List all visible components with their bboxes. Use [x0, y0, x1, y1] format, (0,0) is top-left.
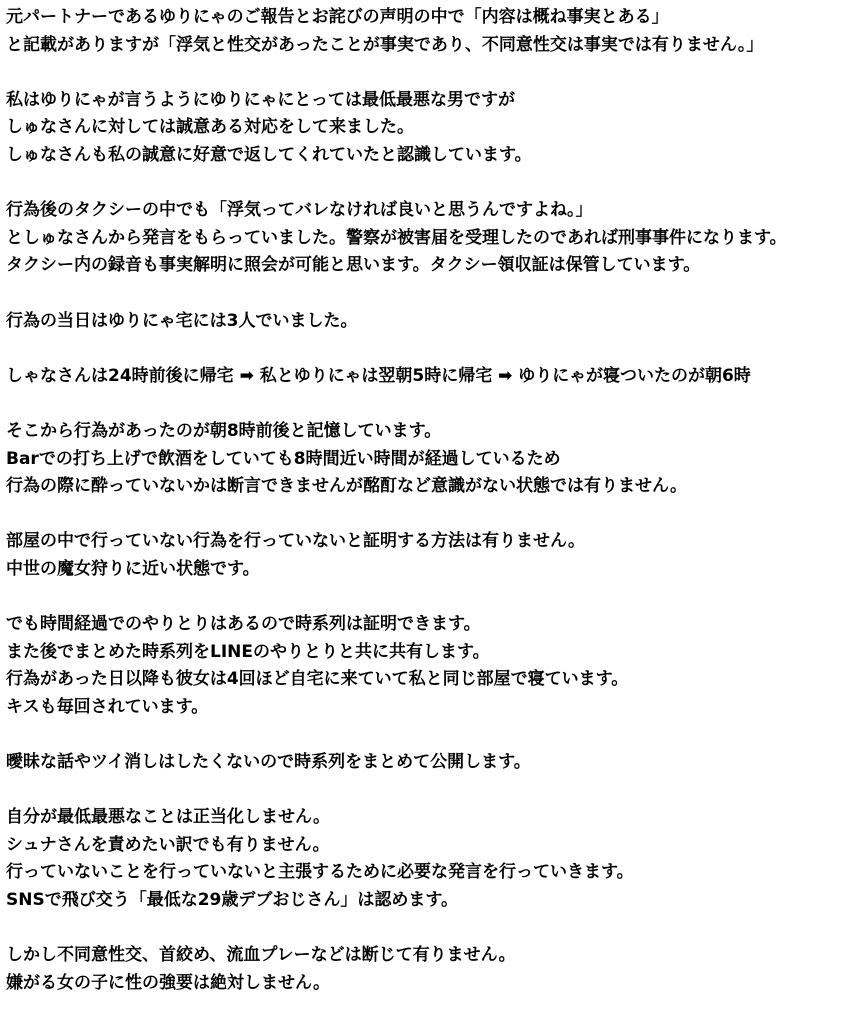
text-line: 行為の当日はゆりにゃ宅には3人でいました。	[6, 310, 358, 331]
text-line: そこから行為があったのが朝8時前後と記憶しています。	[6, 420, 442, 441]
text-line: 行為があった日以降も彼女は4回ほど自宅に来ていて私と同じ部屋で寝ています。	[6, 669, 629, 690]
text-line: と記載がありますが「浮気と性交があったことが事実であり、不同意性交は事実では有りません。」	[6, 34, 764, 55]
text-line: また後でまとめた時系列をLINEのやりとりと共に共有します。	[6, 641, 490, 662]
text-line: でも時間経過でのやりとりはあるので時系列は証明できます。	[6, 614, 481, 635]
text-line: SNSで飛び交う「最低な29歳デブおじさん」は認めます。	[6, 890, 459, 910]
paragraph	[6, 942, 858, 997]
paragraph-spacer	[6, 501, 858, 529]
paragraph	[6, 197, 858, 280]
text-line: しゅなさんに対しては誠意ある対応をして来ました。	[6, 117, 414, 138]
paragraph	[6, 749, 858, 777]
paragraph	[6, 418, 858, 501]
paragraph	[6, 363, 858, 391]
paragraph-spacer	[6, 390, 858, 418]
text-line: 曖昧な話やツイ消しはしたくないので時系列をまとめて公開します。	[6, 752, 531, 773]
paragraph	[6, 528, 858, 583]
statement-document	[6, 4, 858, 997]
paragraph-spacer	[6, 280, 858, 308]
text-line: しゃなさんは24時前後に帰宅 ➡ 私とゆりにゃは翌朝5時に帰宅 ➡ ゆりにゃが寝ついたのが朝6時	[6, 365, 751, 386]
paragraph-spacer	[6, 915, 858, 943]
paragraph-spacer	[6, 777, 858, 805]
text-line: 自分が最低最悪なことは正当化しません。	[6, 807, 331, 828]
paragraph	[6, 308, 858, 336]
text-line: 部屋の中で行っていない行為を行っていないと証明する方法は有りません。	[6, 531, 586, 552]
text-line: しゅなさんも私の誠意に好意で返してくれていたと認識しています。	[6, 144, 532, 165]
text-line: キスも毎回されています。	[6, 696, 209, 717]
text-line: しかし不同意性交、首絞め、流血プレーなどは断じて有りません。	[6, 945, 516, 966]
paragraph-spacer	[6, 170, 858, 198]
text-line: 行為後のタクシーの中でも「浮気ってバレなければ良いと思うんですよね。」	[6, 200, 593, 221]
text-line: 私はゆりにゃが言うようにゆりにゃにとっては最低最悪な男ですが	[6, 89, 515, 110]
text-line: 行っていないことを行っていないと主張するために必要な発言を行っていきます。	[6, 862, 634, 883]
paragraph-spacer	[6, 583, 858, 611]
text-line: Barでの打ち上げで飲酒をしていても8時間近い時間が経過しているため	[6, 448, 561, 469]
paragraph	[6, 87, 858, 170]
paragraph	[6, 4, 858, 59]
paragraph	[6, 804, 858, 914]
text-line: シュナさんを責めたい訳でも有りません。	[6, 834, 330, 855]
text-line: 嫌がる女の子に性の強要は絶対しません。	[6, 972, 331, 993]
paragraph-spacer	[6, 721, 858, 749]
text-line: としゅなさんから発言をもらっていました。警察が被害届を受理したのであれば刑事事件になります。	[6, 227, 787, 248]
paragraph-spacer	[6, 59, 858, 87]
text-line: 元パートナーであるゆりにゃのご報告とお詫びの声明の中で「内容は概ね事実とある」	[6, 7, 669, 27]
paragraph	[6, 611, 858, 721]
text-line: 行為の際に酔っていないかは断言できませんが酩酊など意識がない状態では有りません。	[6, 476, 688, 497]
text-line: 中世の魔女狩りに近い状態です。	[6, 558, 260, 579]
paragraph-spacer	[6, 335, 858, 363]
text-line: タクシー内の録音も事実解明に照会が可能と思います。タクシー領収証は保管しています。	[6, 255, 701, 276]
